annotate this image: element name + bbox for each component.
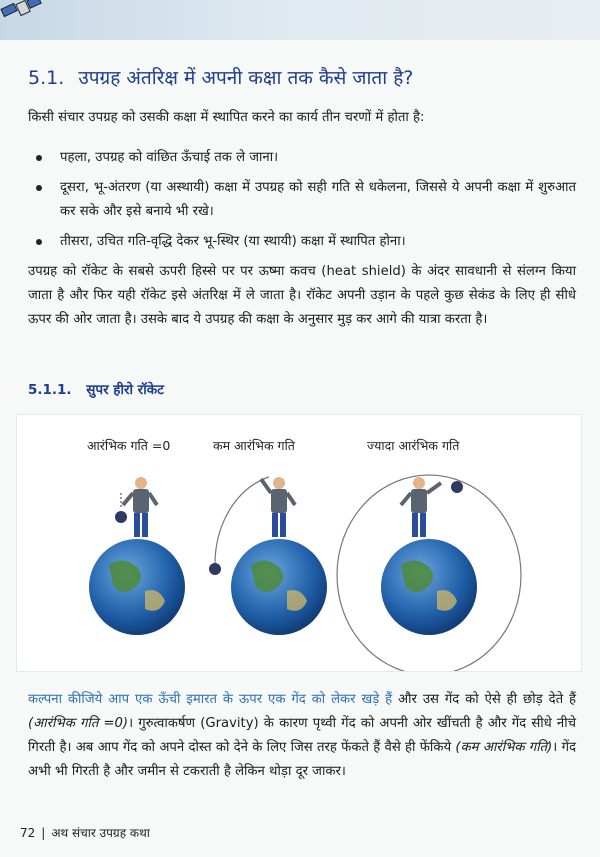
ball-icon — [451, 481, 463, 493]
steps-list — [28, 146, 576, 260]
person-icon — [261, 477, 295, 537]
body-paragraph-example: कल्पना कीजिये आप एक ऊँची इमारत के ऊपर एक गेंद को लेकर खड़े हैं और उस गेंद को ऐसे ही छोड़ देते हैं (आरंभिक गति =0)। गुरुत्वाकर्षण (Gravity) के कारण पृथ्वी गेंद को अपनी ओर खींचती है और गेंद सीधे नीचे गिरती है। अब आप गेंद को अपने दोस्त को देने के लिए जिस तरह फेंकते हैं वैसे ही फेंकिये (कम आरंभिक गति)। गेंद अभी भी गिरती है और जमीन से टकराती है लेकिन थोड़ा दूर जाकर। — [28, 692, 577, 779]
section-heading — [28, 64, 588, 90]
bullet-icon — [36, 185, 42, 191]
highlight-text: कल्पना कीजिये आप एक ऊँची इमारत के ऊपर एक गेंद को लेकर खड़े हैं — [28, 692, 393, 707]
satellite-icon — [0, 0, 42, 34]
intro-paragraph: किसी संचार उपग्रह को उसकी कक्षा में स्थापित करने का कार्य तीन चरणों में होता है: — [28, 110, 425, 125]
list-item: तीसरा, उचित गति-वृद्धि देकर भू-स्थिर (या स्थायी) कक्षा में स्थापित होना। — [28, 230, 576, 254]
list-item: दूसरा, भू-अंतरण (या अस्थायी) कक्षा में उपग्रह को सही गति से धकेलना, जिससे ये अपनी कक्षा में शुरुआत कर सके और इसे बनाये भी रखे। — [28, 176, 576, 224]
bullet-icon — [36, 239, 42, 245]
page-footer — [20, 824, 150, 841]
italic-note: (आरंभिक गति =0) — [28, 716, 129, 731]
figure-illustration — [17, 415, 581, 671]
person-icon — [401, 477, 441, 537]
page-number: 72 — [20, 826, 36, 840]
panel-high-speed — [337, 475, 521, 671]
body-paragraph: उपग्रह को रॉकेट के सबसे ऊपरी हिस्से पर पर ऊष्मा कवच (heat shield) के अंदर सावधानी से संलग्न किया जाता है और फिर यही रॉकेट इसे अंतरिक्ष में ले जाता है। रॉकेट अपनी उड़ान के पहले कुछ सेकंड के लिए ही सीधे ऊपर की ओर जाता है। उसके बाद ये उपग्रह की कक्षा के अनुसार मुड़ कर आगे की यात्रा करता है। — [28, 264, 576, 327]
footer-separator: | — [41, 826, 46, 840]
earth-icon — [231, 539, 327, 635]
list-item: पहला, उपग्रह को वांछित ऊँचाई तक ले जाना। — [28, 146, 576, 170]
earth-icon — [89, 539, 185, 635]
figure-label-high-speed: ज्यादा आरंभिक गति — [367, 438, 460, 453]
ball-icon — [115, 511, 127, 523]
panel-low-speed — [209, 477, 327, 635]
italic-note: (कम आरंभिक गति) — [455, 740, 553, 755]
book-title: अथ संचार उपग्रह कथा — [51, 826, 150, 840]
figure-label-zero-speed: आरंभिक गति =0 — [87, 438, 171, 453]
gravity-figure — [16, 414, 582, 672]
subsection-heading — [28, 380, 164, 398]
header-band — [0, 0, 600, 40]
subsection-title-text: सुपर हीरो रॉकेट — [86, 382, 164, 398]
subsection-number: 5.1.1. — [28, 382, 72, 398]
section-number: 5.1. — [28, 67, 65, 89]
panel-zero-speed — [89, 477, 185, 635]
person-icon — [123, 477, 157, 537]
section-title-text: उपग्रह अंतरिक्ष में अपनी कक्षा तक कैसे जाता है? — [78, 67, 414, 89]
ball-icon — [209, 563, 221, 575]
figure-label-low-speed: कम आरंभिक गति — [213, 438, 295, 453]
earth-icon — [381, 539, 477, 635]
bullet-icon — [36, 155, 42, 161]
